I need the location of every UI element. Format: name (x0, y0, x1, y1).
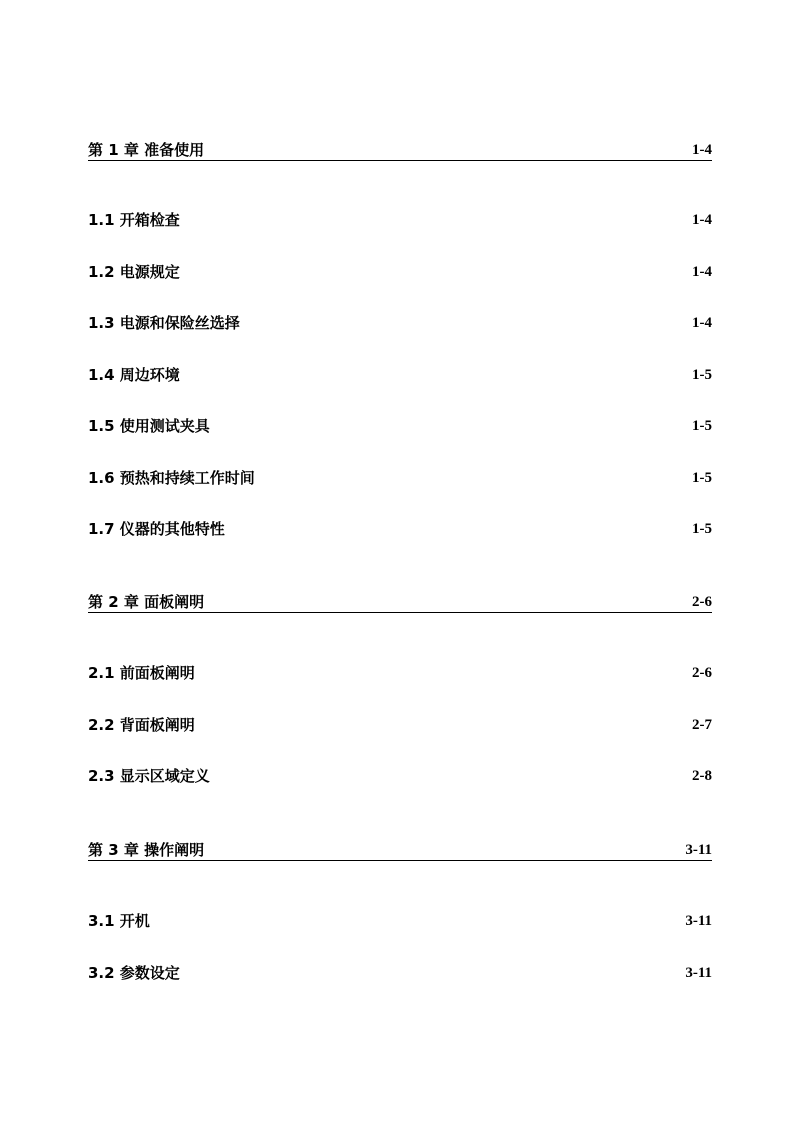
toc-entry-label: 1.7 仪器的其他特性 (88, 520, 225, 538)
toc-entry-label: 1.3 电源和保险丝选择 (88, 314, 240, 332)
toc-entry-page: 2-8 (692, 768, 712, 784)
toc-entry-page: 1-5 (692, 521, 712, 537)
toc-entry-label: 1.1 开箱检查 (88, 211, 180, 229)
toc-entry-page: 1-5 (692, 470, 712, 486)
toc-section-1-3[interactable] (88, 309, 712, 333)
toc-section-1-4[interactable] (88, 361, 712, 385)
toc-chapter-1[interactable] (88, 137, 712, 161)
toc-section-1-6[interactable] (88, 464, 712, 488)
toc-entry-label: 1.2 电源规定 (88, 263, 180, 281)
toc-entry-label: 1.6 预热和持续工作时间 (88, 469, 255, 487)
toc-entry-page: 3-11 (685, 965, 712, 981)
toc-section-2-3[interactable] (88, 762, 712, 786)
toc-entry-label: 2.2 背面板阐明 (88, 716, 195, 734)
toc-entry-label: 第 3 章 操作阐明 (88, 841, 205, 859)
toc-entry-page: 1-4 (692, 142, 712, 158)
toc-entry-page: 3-11 (685, 842, 712, 858)
toc-section-1-7[interactable] (88, 515, 712, 539)
toc-entry-page: 2-6 (692, 665, 712, 681)
toc-section-1-5[interactable] (88, 412, 712, 436)
toc-entry-page: 2-6 (692, 594, 712, 610)
toc-entry-page: 3-11 (685, 913, 712, 929)
toc-entry-page: 2-7 (692, 717, 712, 733)
toc-entry-page: 1-4 (692, 315, 712, 331)
toc-section-1-1[interactable] (88, 206, 712, 230)
toc-entry-label: 3.1 开机 (88, 912, 150, 930)
toc-entry-label: 1.4 周边环境 (88, 366, 180, 384)
toc-entry-label: 3.2 参数设定 (88, 964, 180, 982)
toc-entry-page: 1-5 (692, 418, 712, 434)
toc-entry-label: 第 2 章 面板阐明 (88, 593, 205, 611)
toc-entry-label: 2.3 显示区域定义 (88, 767, 210, 785)
toc-chapter-2[interactable] (88, 589, 712, 613)
toc-section-3-2[interactable] (88, 959, 712, 983)
toc-section-2-2[interactable] (88, 711, 712, 735)
toc-entry-page: 1-4 (692, 212, 712, 228)
toc-entry-label: 1.5 使用测试夹具 (88, 417, 210, 435)
toc-entry-page: 1-5 (692, 367, 712, 383)
toc-chapter-3[interactable] (88, 837, 712, 861)
toc-section-1-2[interactable] (88, 258, 712, 282)
toc-entry-page: 1-4 (692, 264, 712, 280)
toc-section-3-1[interactable] (88, 907, 712, 931)
toc-entry-label: 2.1 前面板阐明 (88, 664, 195, 682)
toc-entry-label: 第 1 章 准备使用 (88, 141, 205, 159)
toc-section-2-1[interactable] (88, 659, 712, 683)
